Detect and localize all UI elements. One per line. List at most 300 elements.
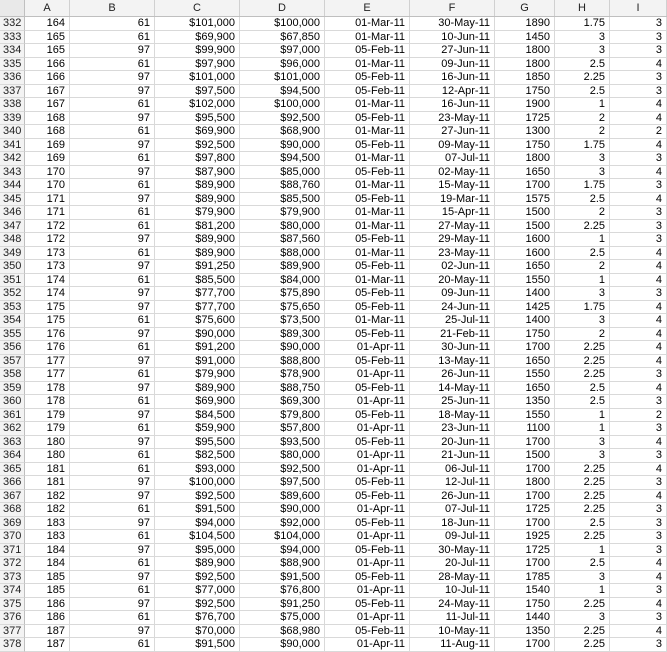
cell-f361[interactable]: 18-May-11 [410,409,495,423]
cell-i372[interactable]: 4 [610,557,667,571]
cell-c344[interactable]: $89,900 [155,179,240,193]
cell-e350[interactable]: 05-Feb-11 [325,260,410,274]
cell-c351[interactable]: $85,500 [155,274,240,288]
cell-a336[interactable]: 166 [25,71,70,85]
cell-a343[interactable]: 170 [25,166,70,180]
cell-c370[interactable]: $104,500 [155,530,240,544]
cell-f340[interactable]: 27-Jun-11 [410,125,495,139]
cell-f354[interactable]: 25-Jul-11 [410,314,495,328]
cell-c373[interactable]: $92,500 [155,571,240,585]
cell-h342[interactable]: 3 [555,152,610,166]
row-header[interactable]: 340 [0,125,25,139]
cell-e348[interactable]: 05-Feb-11 [325,233,410,247]
row-header[interactable]: 339 [0,112,25,126]
cell-f377[interactable]: 10-May-11 [410,625,495,639]
cell-h364[interactable]: 3 [555,449,610,463]
cell-c371[interactable]: $95,000 [155,544,240,558]
cell-b364[interactable]: 61 [70,449,155,463]
cell-h368[interactable]: 2.25 [555,503,610,517]
row-header[interactable]: 338 [0,98,25,112]
cell-i376[interactable]: 3 [610,611,667,625]
cell-h353[interactable]: 1.75 [555,301,610,315]
cell-a349[interactable]: 173 [25,247,70,261]
cell-c374[interactable]: $77,000 [155,584,240,598]
cell-g361[interactable]: 1550 [495,409,555,423]
cell-i341[interactable]: 4 [610,139,667,153]
cell-f375[interactable]: 24-May-11 [410,598,495,612]
column-header-i[interactable]: I [610,0,667,16]
cell-a358[interactable]: 177 [25,368,70,382]
cell-i332[interactable]: 3 [610,17,667,31]
cell-b336[interactable]: 97 [70,71,155,85]
cell-e376[interactable]: 01-Apr-11 [325,611,410,625]
cell-b341[interactable]: 97 [70,139,155,153]
cell-f373[interactable]: 28-May-11 [410,571,495,585]
cell-g340[interactable]: 1300 [495,125,555,139]
cell-h366[interactable]: 2.25 [555,476,610,490]
cell-a375[interactable]: 186 [25,598,70,612]
cell-i354[interactable]: 4 [610,314,667,328]
cell-e377[interactable]: 05-Feb-11 [325,625,410,639]
cell-i342[interactable]: 3 [610,152,667,166]
cell-e356[interactable]: 01-Apr-11 [325,341,410,355]
row-header[interactable]: 349 [0,247,25,261]
cell-h375[interactable]: 2.25 [555,598,610,612]
cell-e339[interactable]: 05-Feb-11 [325,112,410,126]
cell-a360[interactable]: 178 [25,395,70,409]
cell-c363[interactable]: $95,500 [155,436,240,450]
cell-a355[interactable]: 176 [25,328,70,342]
cell-a337[interactable]: 167 [25,85,70,99]
cell-b371[interactable]: 97 [70,544,155,558]
cell-c349[interactable]: $89,900 [155,247,240,261]
row-header[interactable]: 353 [0,301,25,315]
cell-g355[interactable]: 1750 [495,328,555,342]
row-header[interactable]: 348 [0,233,25,247]
cell-a376[interactable]: 186 [25,611,70,625]
cell-g370[interactable]: 1925 [495,530,555,544]
cell-d366[interactable]: $97,500 [240,476,325,490]
cell-d369[interactable]: $92,000 [240,517,325,531]
cell-e363[interactable]: 05-Feb-11 [325,436,410,450]
cell-d374[interactable]: $76,800 [240,584,325,598]
cell-g357[interactable]: 1650 [495,355,555,369]
cell-c378[interactable]: $91,500 [155,638,240,652]
cell-i343[interactable]: 4 [610,166,667,180]
cell-a334[interactable]: 165 [25,44,70,58]
cell-d368[interactable]: $90,000 [240,503,325,517]
cell-b335[interactable]: 61 [70,58,155,72]
cell-b357[interactable]: 97 [70,355,155,369]
cell-d351[interactable]: $84,000 [240,274,325,288]
row-header[interactable]: 374 [0,584,25,598]
column-header-g[interactable]: G [495,0,555,16]
cell-g378[interactable]: 1700 [495,638,555,652]
cell-c343[interactable]: $87,900 [155,166,240,180]
cell-e338[interactable]: 01-Mar-11 [325,98,410,112]
cell-h361[interactable]: 1 [555,409,610,423]
cell-e347[interactable]: 01-Mar-11 [325,220,410,234]
row-header[interactable]: 335 [0,58,25,72]
cell-a332[interactable]: 164 [25,17,70,31]
cell-e372[interactable]: 01-Apr-11 [325,557,410,571]
cell-f372[interactable]: 20-Jul-11 [410,557,495,571]
cell-g335[interactable]: 1800 [495,58,555,72]
select-all-corner[interactable] [0,0,25,16]
cell-f343[interactable]: 02-May-11 [410,166,495,180]
cell-g344[interactable]: 1700 [495,179,555,193]
cell-d348[interactable]: $87,560 [240,233,325,247]
cell-b333[interactable]: 61 [70,31,155,45]
cell-a373[interactable]: 185 [25,571,70,585]
row-header[interactable]: 357 [0,355,25,369]
cell-b359[interactable]: 97 [70,382,155,396]
cell-i338[interactable]: 4 [610,98,667,112]
cell-h358[interactable]: 2.25 [555,368,610,382]
cell-h344[interactable]: 1.75 [555,179,610,193]
cell-d352[interactable]: $75,890 [240,287,325,301]
cell-c334[interactable]: $99,900 [155,44,240,58]
cell-f356[interactable]: 30-Jun-11 [410,341,495,355]
cell-e342[interactable]: 01-Mar-11 [325,152,410,166]
cell-a351[interactable]: 174 [25,274,70,288]
cell-g352[interactable]: 1400 [495,287,555,301]
cell-g349[interactable]: 1600 [495,247,555,261]
cell-e374[interactable]: 01-Apr-11 [325,584,410,598]
cell-b339[interactable]: 97 [70,112,155,126]
cell-b372[interactable]: 61 [70,557,155,571]
cell-d342[interactable]: $94,500 [240,152,325,166]
cell-e351[interactable]: 01-Mar-11 [325,274,410,288]
cell-d356[interactable]: $90,000 [240,341,325,355]
cell-a342[interactable]: 169 [25,152,70,166]
row-header[interactable]: 343 [0,166,25,180]
column-header-h[interactable]: H [555,0,610,16]
cell-a346[interactable]: 171 [25,206,70,220]
cell-f335[interactable]: 09-Jun-11 [410,58,495,72]
cell-c364[interactable]: $82,500 [155,449,240,463]
cell-a335[interactable]: 166 [25,58,70,72]
cell-c366[interactable]: $100,000 [155,476,240,490]
row-header[interactable]: 346 [0,206,25,220]
cell-g368[interactable]: 1725 [495,503,555,517]
cell-g366[interactable]: 1800 [495,476,555,490]
cell-e373[interactable]: 05-Feb-11 [325,571,410,585]
cell-c346[interactable]: $79,900 [155,206,240,220]
row-header[interactable]: 342 [0,152,25,166]
cell-h359[interactable]: 2.5 [555,382,610,396]
cell-f347[interactable]: 27-May-11 [410,220,495,234]
cell-a333[interactable]: 165 [25,31,70,45]
cell-b349[interactable]: 61 [70,247,155,261]
cell-f357[interactable]: 13-May-11 [410,355,495,369]
cell-h362[interactable]: 1 [555,422,610,436]
column-header-d[interactable]: D [240,0,325,16]
cell-c342[interactable]: $97,800 [155,152,240,166]
cell-h369[interactable]: 2.5 [555,517,610,531]
cell-b377[interactable]: 97 [70,625,155,639]
cell-h348[interactable]: 1 [555,233,610,247]
cell-g374[interactable]: 1540 [495,584,555,598]
cell-f362[interactable]: 23-Jun-11 [410,422,495,436]
cell-c368[interactable]: $91,500 [155,503,240,517]
cell-h345[interactable]: 2.5 [555,193,610,207]
cell-i378[interactable]: 3 [610,638,667,652]
cell-d359[interactable]: $88,750 [240,382,325,396]
cell-i350[interactable]: 4 [610,260,667,274]
cell-b345[interactable]: 97 [70,193,155,207]
cell-d363[interactable]: $93,500 [240,436,325,450]
cell-g345[interactable]: 1575 [495,193,555,207]
row-header[interactable]: 347 [0,220,25,234]
cell-a356[interactable]: 176 [25,341,70,355]
cell-f349[interactable]: 23-May-11 [410,247,495,261]
cell-g336[interactable]: 1850 [495,71,555,85]
cell-b369[interactable]: 97 [70,517,155,531]
cell-d375[interactable]: $91,250 [240,598,325,612]
cell-d365[interactable]: $92,500 [240,463,325,477]
cell-h349[interactable]: 2.5 [555,247,610,261]
cell-b356[interactable]: 61 [70,341,155,355]
cell-c357[interactable]: $91,000 [155,355,240,369]
cell-b350[interactable]: 97 [70,260,155,274]
cell-e375[interactable]: 05-Feb-11 [325,598,410,612]
cell-g353[interactable]: 1425 [495,301,555,315]
cell-i340[interactable]: 2 [610,125,667,139]
cell-c356[interactable]: $91,200 [155,341,240,355]
cell-e340[interactable]: 01-Mar-11 [325,125,410,139]
row-header[interactable]: 334 [0,44,25,58]
cell-d378[interactable]: $90,000 [240,638,325,652]
cell-b340[interactable]: 61 [70,125,155,139]
cell-f371[interactable]: 30-May-11 [410,544,495,558]
cell-i346[interactable]: 3 [610,206,667,220]
cell-i345[interactable]: 4 [610,193,667,207]
cell-e352[interactable]: 05-Feb-11 [325,287,410,301]
cell-e366[interactable]: 05-Feb-11 [325,476,410,490]
cell-e346[interactable]: 01-Mar-11 [325,206,410,220]
cell-h360[interactable]: 2.5 [555,395,610,409]
cell-d340[interactable]: $68,900 [240,125,325,139]
row-header[interactable]: 364 [0,449,25,463]
cell-b346[interactable]: 61 [70,206,155,220]
row-header[interactable]: 344 [0,179,25,193]
cell-a366[interactable]: 181 [25,476,70,490]
cell-e369[interactable]: 05-Feb-11 [325,517,410,531]
row-header[interactable]: 341 [0,139,25,153]
cell-a378[interactable]: 187 [25,638,70,652]
cell-e334[interactable]: 05-Feb-11 [325,44,410,58]
cell-e364[interactable]: 01-Apr-11 [325,449,410,463]
cell-e337[interactable]: 05-Feb-11 [325,85,410,99]
cell-c340[interactable]: $69,900 [155,125,240,139]
cell-e378[interactable]: 01-Apr-11 [325,638,410,652]
cell-c353[interactable]: $77,700 [155,301,240,315]
row-header[interactable]: 354 [0,314,25,328]
cell-f342[interactable]: 07-Jul-11 [410,152,495,166]
cell-a341[interactable]: 169 [25,139,70,153]
cell-h334[interactable]: 3 [555,44,610,58]
cell-a347[interactable]: 172 [25,220,70,234]
cell-b361[interactable]: 97 [70,409,155,423]
cell-c335[interactable]: $97,900 [155,58,240,72]
cell-i339[interactable]: 4 [610,112,667,126]
column-header-a[interactable]: A [25,0,70,16]
cell-c376[interactable]: $76,700 [155,611,240,625]
cell-d360[interactable]: $69,300 [240,395,325,409]
row-header[interactable]: 358 [0,368,25,382]
row-header[interactable]: 351 [0,274,25,288]
cell-h367[interactable]: 2.25 [555,490,610,504]
cell-b353[interactable]: 97 [70,301,155,315]
cell-b337[interactable]: 97 [70,85,155,99]
cell-i337[interactable]: 3 [610,85,667,99]
cell-g333[interactable]: 1450 [495,31,555,45]
cell-f336[interactable]: 16-Jun-11 [410,71,495,85]
cell-f364[interactable]: 21-Jun-11 [410,449,495,463]
cell-e368[interactable]: 01-Apr-11 [325,503,410,517]
cell-f348[interactable]: 29-May-11 [410,233,495,247]
cell-b365[interactable]: 61 [70,463,155,477]
row-header[interactable]: 345 [0,193,25,207]
cell-i348[interactable]: 3 [610,233,667,247]
cell-b352[interactable]: 97 [70,287,155,301]
cell-c347[interactable]: $81,200 [155,220,240,234]
cell-f339[interactable]: 23-May-11 [410,112,495,126]
row-header[interactable]: 368 [0,503,25,517]
cell-i353[interactable]: 4 [610,301,667,315]
cell-a369[interactable]: 183 [25,517,70,531]
cell-i344[interactable]: 3 [610,179,667,193]
row-header[interactable]: 375 [0,598,25,612]
cell-b370[interactable]: 61 [70,530,155,544]
cell-d373[interactable]: $91,500 [240,571,325,585]
cell-i333[interactable]: 3 [610,31,667,45]
cell-c355[interactable]: $90,000 [155,328,240,342]
cell-e354[interactable]: 01-Mar-11 [325,314,410,328]
cell-i358[interactable]: 3 [610,368,667,382]
row-header[interactable]: 356 [0,341,25,355]
row-header[interactable]: 376 [0,611,25,625]
row-header[interactable]: 377 [0,625,25,639]
cell-d336[interactable]: $101,000 [240,71,325,85]
cell-i355[interactable]: 4 [610,328,667,342]
cell-d377[interactable]: $68,980 [240,625,325,639]
row-header[interactable]: 371 [0,544,25,558]
cell-d341[interactable]: $90,000 [240,139,325,153]
cell-e335[interactable]: 01-Mar-11 [325,58,410,72]
cell-f367[interactable]: 26-Jun-11 [410,490,495,504]
cell-a350[interactable]: 173 [25,260,70,274]
cell-d357[interactable]: $88,800 [240,355,325,369]
cell-e355[interactable]: 05-Feb-11 [325,328,410,342]
cell-i362[interactable]: 3 [610,422,667,436]
cell-i377[interactable]: 4 [610,625,667,639]
cell-b332[interactable]: 61 [70,17,155,31]
cell-a367[interactable]: 182 [25,490,70,504]
row-header[interactable]: 370 [0,530,25,544]
cell-i374[interactable]: 3 [610,584,667,598]
cell-d364[interactable]: $80,000 [240,449,325,463]
cell-h340[interactable]: 2 [555,125,610,139]
cell-a353[interactable]: 175 [25,301,70,315]
cell-f365[interactable]: 06-Jul-11 [410,463,495,477]
cell-b347[interactable]: 61 [70,220,155,234]
cell-c348[interactable]: $89,900 [155,233,240,247]
cell-i347[interactable]: 3 [610,220,667,234]
cell-h363[interactable]: 3 [555,436,610,450]
cell-g373[interactable]: 1785 [495,571,555,585]
cell-e341[interactable]: 05-Feb-11 [325,139,410,153]
cell-c372[interactable]: $89,900 [155,557,240,571]
cell-g363[interactable]: 1700 [495,436,555,450]
cell-b375[interactable]: 97 [70,598,155,612]
row-header[interactable]: 367 [0,490,25,504]
cell-c338[interactable]: $102,000 [155,98,240,112]
cell-c365[interactable]: $93,000 [155,463,240,477]
cell-c337[interactable]: $97,500 [155,85,240,99]
cell-f360[interactable]: 25-Jun-11 [410,395,495,409]
cell-h351[interactable]: 1 [555,274,610,288]
cell-c333[interactable]: $69,900 [155,31,240,45]
cell-i365[interactable]: 4 [610,463,667,477]
cell-i360[interactable]: 3 [610,395,667,409]
cell-f351[interactable]: 20-May-11 [410,274,495,288]
cell-h355[interactable]: 2 [555,328,610,342]
cell-d337[interactable]: $94,500 [240,85,325,99]
cell-h357[interactable]: 2.25 [555,355,610,369]
cell-a339[interactable]: 168 [25,112,70,126]
column-header-c[interactable]: C [155,0,240,16]
cell-i335[interactable]: 4 [610,58,667,72]
cell-d372[interactable]: $88,900 [240,557,325,571]
cell-h376[interactable]: 3 [555,611,610,625]
cell-h343[interactable]: 3 [555,166,610,180]
cell-h347[interactable]: 2.25 [555,220,610,234]
cell-h350[interactable]: 2 [555,260,610,274]
column-header-e[interactable]: E [325,0,410,16]
cell-i370[interactable]: 3 [610,530,667,544]
cell-f374[interactable]: 10-Jul-11 [410,584,495,598]
cell-g364[interactable]: 1500 [495,449,555,463]
cell-f358[interactable]: 26-Jun-11 [410,368,495,382]
cell-i369[interactable]: 3 [610,517,667,531]
cell-c354[interactable]: $75,600 [155,314,240,328]
cell-e359[interactable]: 05-Feb-11 [325,382,410,396]
cell-g351[interactable]: 1550 [495,274,555,288]
cell-e343[interactable]: 05-Feb-11 [325,166,410,180]
cell-c341[interactable]: $92,500 [155,139,240,153]
cell-g337[interactable]: 1750 [495,85,555,99]
cell-b360[interactable]: 61 [70,395,155,409]
cell-a363[interactable]: 180 [25,436,70,450]
cell-c352[interactable]: $77,700 [155,287,240,301]
cell-g376[interactable]: 1440 [495,611,555,625]
cell-f344[interactable]: 15-May-11 [410,179,495,193]
cell-a368[interactable]: 182 [25,503,70,517]
row-header[interactable]: 359 [0,382,25,396]
cell-b351[interactable]: 61 [70,274,155,288]
row-header[interactable]: 363 [0,436,25,450]
cell-d361[interactable]: $79,800 [240,409,325,423]
cell-d376[interactable]: $75,000 [240,611,325,625]
cell-h354[interactable]: 3 [555,314,610,328]
cell-b366[interactable]: 97 [70,476,155,490]
row-header[interactable]: 378 [0,638,25,652]
cell-b334[interactable]: 97 [70,44,155,58]
cell-c336[interactable]: $101,000 [155,71,240,85]
cell-f338[interactable]: 16-Jun-11 [410,98,495,112]
